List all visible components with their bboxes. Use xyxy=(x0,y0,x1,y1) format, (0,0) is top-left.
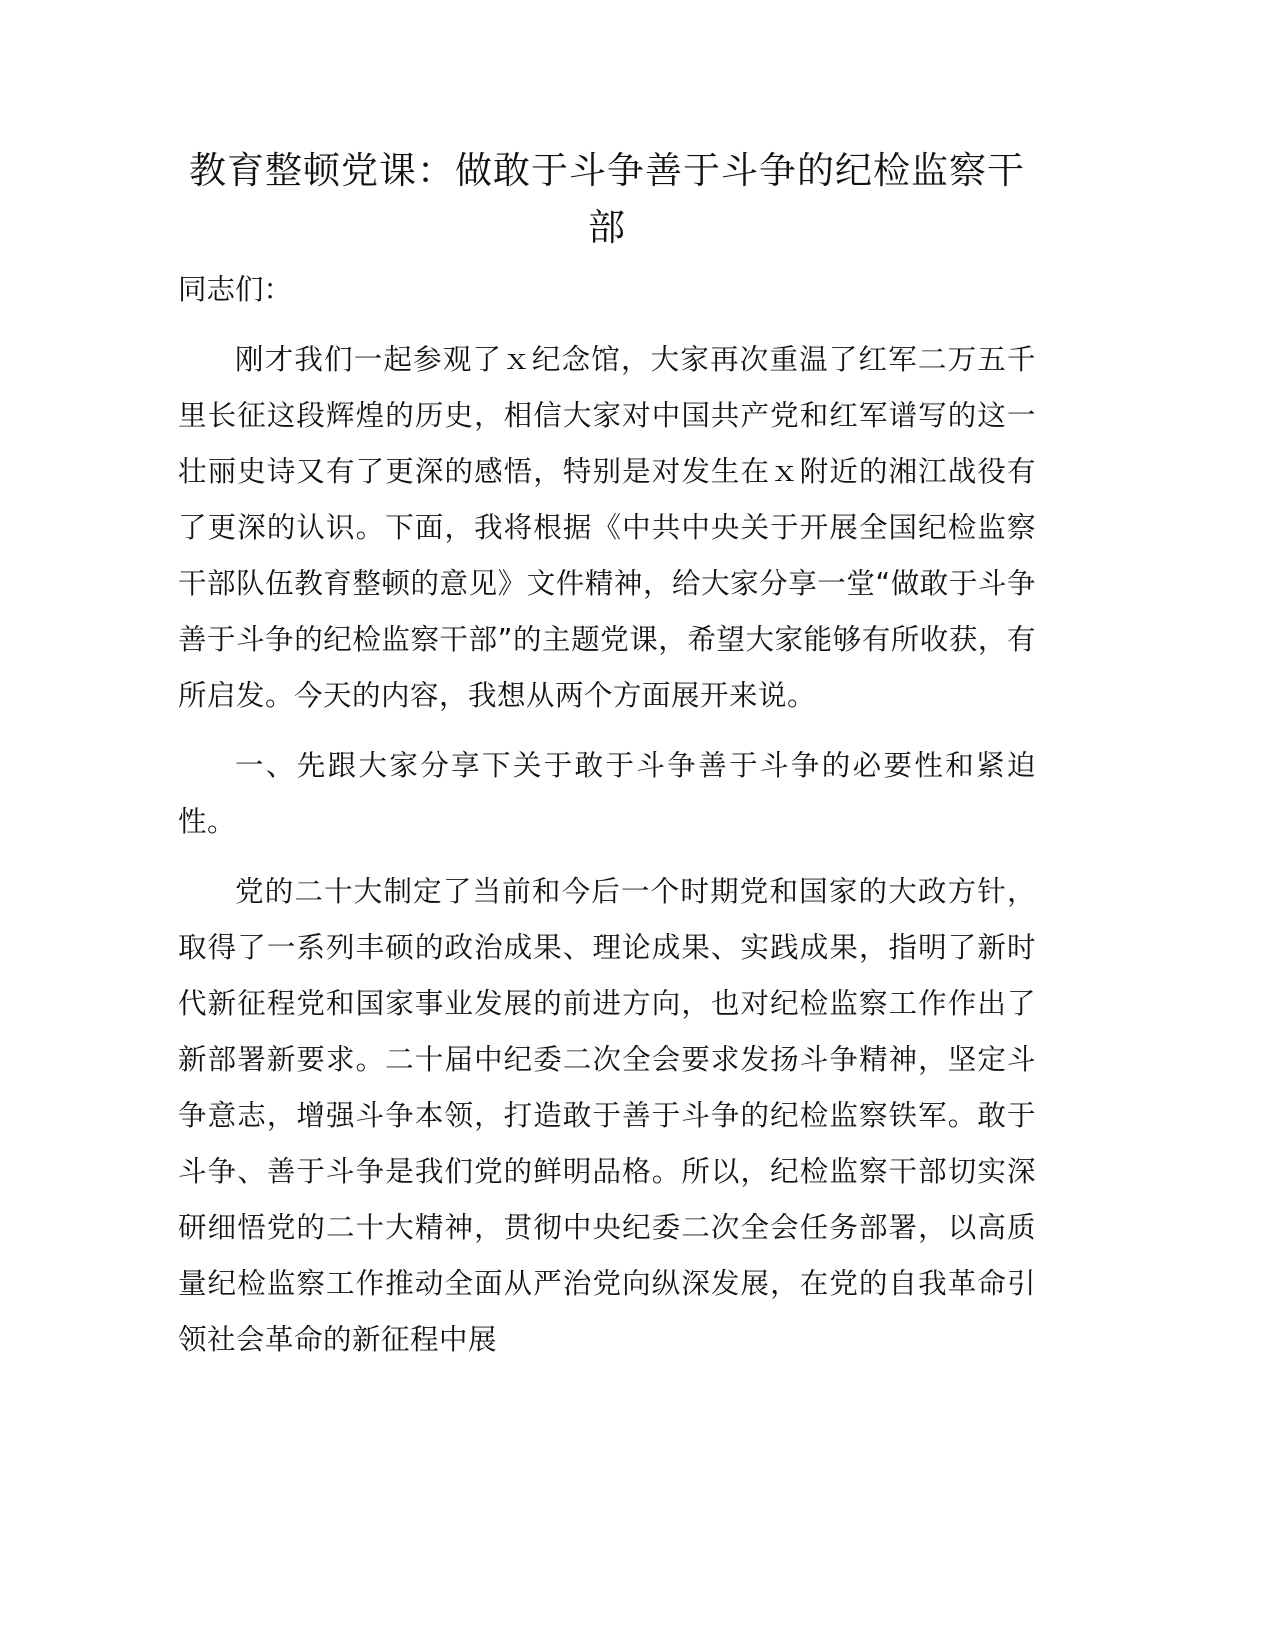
paragraph-intro: 刚才我们一起参观了ｘ纪念馆，大家再次重温了红军二万五千里长征这段辉煌的历史，相信大家对中国共产党和红军谱写的这一壮丽史诗又有了更深的感悟，特别是对发生在ｘ附近的湘江战役有了更深的认识。下面，我将根据《中共中央关于开展全国纪检监察干部队伍教育整顿的意见》文件精神，给大家分享一堂“做敢于斗争善于斗争的纪检监察干部”的主题党课，希望大家能够有所收获，有所启发。今天的内容，我想从两个方面展开来说。 xyxy=(178,343,1036,712)
greeting-line: 同志们： xyxy=(178,273,293,306)
document-title: 教育整顿党课：做敢于斗争善于斗争的纪检监察干部 xyxy=(189,149,1025,249)
document-page xyxy=(178,142,1036,1368)
section-heading-one: 一、先跟大家分享下关于敢于斗争善于斗争的必要性和紧迫性。 xyxy=(178,749,1036,838)
paragraph-body: 党的二十大制定了当前和今后一个时期党和国家的大政方针，取得了一系列丰硕的政治成果、理论成果、实践成果，指明了新时代新征程党和国家事业发展的前进方向，也对纪检监察工作作出了新部署新要求。二十届中纪委二次全会要求发扬斗争精神，坚定斗争意志，增强斗争本领，打造敢于善于斗争的纪检监察铁军。敢于斗争、善于斗争是我们党的鲜明品格。所以，纪检监察干部切实深研细悟党的二十大精神，贯彻中央纪委二次全会任务部署，以高质量纪检监察工作推动全面从严治党向纵深发展，在党的自我革命引领社会革命的新征程中展 xyxy=(178,875,1036,1356)
